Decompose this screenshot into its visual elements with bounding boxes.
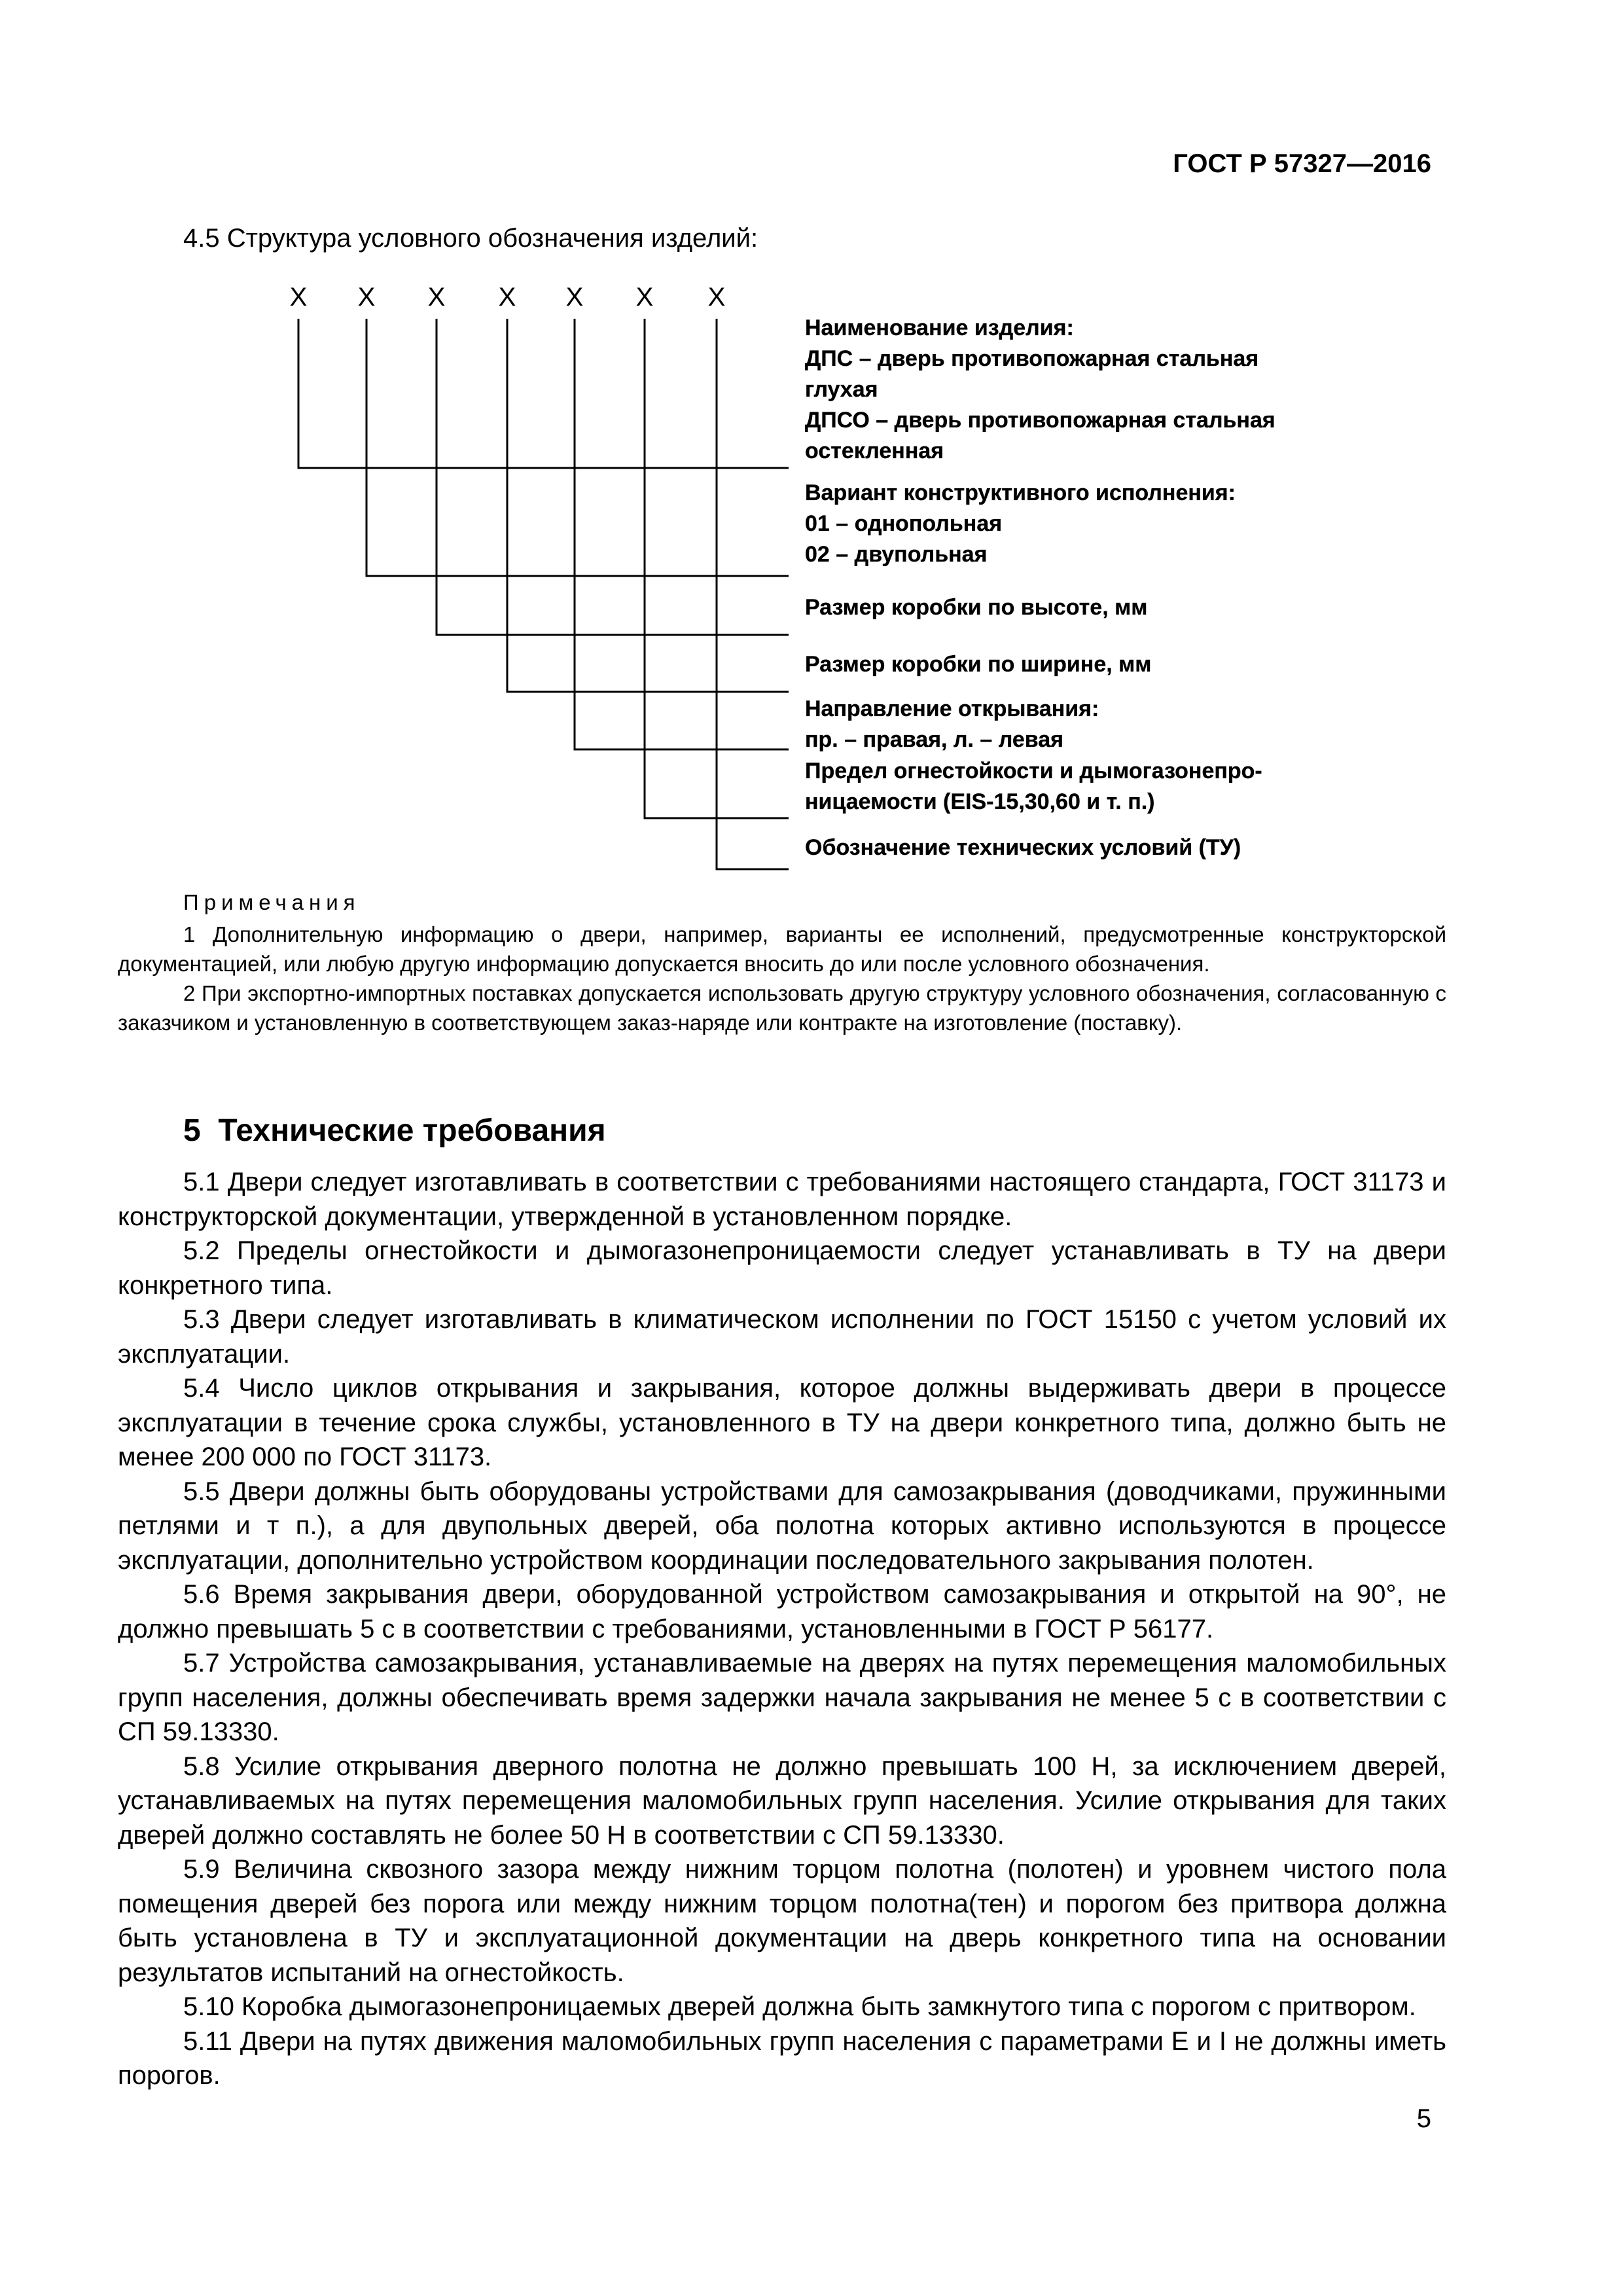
section-heading: 5 Технические требования	[183, 1113, 606, 1148]
paragraph: 5.4 Число циклов открывания и закрывания, которое должны выдерживать двери в процессе эксплуатации в течение срока службы, установленного в ТУ на двери конкретного типа, должно быть не менее 200 000 по ГОСТ 31173.	[118, 1374, 1446, 1471]
label-frame-width: Размер коробки по ширине, мм	[805, 652, 1152, 677]
label-design-variant: Вариант конструктивного исполнения: 01 – однопольная 02 – двупольная	[805, 480, 1236, 567]
x-mark: X	[498, 283, 516, 312]
bracket-line-3	[437, 319, 789, 635]
x-mark: X	[289, 283, 308, 312]
section-body	[118, 1165, 1446, 2093]
paragraph: 5.9 Величина сквозного зазора между нижним торцом полотна (полотен) и уровнем чистого пола помещения дверей без порога или между нижним торцом полотна(тен) и порогом без притвора должна быть установлена в ТУ и эксплуатационной документации на дверь конкретного типа на основании результатов испытаний на огнестойкость.	[118, 1855, 1446, 1987]
bracket-line-7	[717, 319, 789, 869]
document-code: ГОСТ Р 57327—2016	[1173, 149, 1431, 178]
label-product-name: Наименование изделия: ДПС – дверь противопожарная стальная глухая ДПСО – дверь противопожарная стальная остекленная	[805, 315, 1275, 463]
bracket-line-1	[298, 319, 789, 468]
paragraph: 5.5 Двери должны быть оборудованы устройствами для самозакрывания (доводчиками, пружинными петлями и т п.), а для двупольных дверей, оба полотна которых активно используются в процессе эксплуатации, дополнительно устройством координации последовательного закрывания полотен.	[118, 1477, 1446, 1575]
notes-title: Примечания	[183, 890, 361, 914]
paragraph: 5.7 Устройства самозакрывания, устанавливаемые на дверях на путях перемещения маломобильных групп населения, должны обеспечивать время задержки начала закрывания не менее 5 с в соответствии с СП 59.13330.	[118, 1649, 1446, 1746]
label-opening-direction: Направление открывания: пр. – правая, л. – левая	[805, 696, 1099, 752]
paragraph: 5.11 Двери на путях движения маломобильных групп населения с параметрами Е и I не должны иметь порогов.	[118, 2026, 1446, 2090]
label-technical-conditions: Обозначение технических условий (ТУ)	[805, 835, 1241, 860]
paragraph: 5.3 Двери следует изготавливать в климатическом исполнении по ГОСТ 15150 с учетом условий их эксплуатации.	[118, 1305, 1446, 1369]
x-mark: X	[427, 283, 446, 312]
paragraph: 5.2 Пределы огнестойкости и дымогазонепроницаемости следует устанавливать в ТУ на двери конкретного типа.	[118, 1236, 1446, 1300]
notes-list	[118, 920, 1446, 1037]
x-mark: X	[707, 283, 726, 312]
label-fire-resistance: Предел огнестойкости и дымогазонепро- ницаемости (EIS-15,30,60 и т. п.)	[805, 759, 1262, 814]
page-number: 5	[1416, 2104, 1431, 2133]
note-item: 1 Дополнительную информацию о двери, например, варианты ее исполнений, предусмотренные конструкторской документацией, или любую другую информацию допускается вносить до или после условного обозначения.	[118, 922, 1446, 976]
designation-structure-heading: 4.5 Структура условного обозначения изделий:	[183, 224, 758, 253]
paragraph: 5.10 Коробка дымогазонепроницаемых дверей должна быть замкнутого типа с порогом с притвором.	[183, 1992, 1416, 2021]
paragraph: 5.8 Усилие открывания дверного полотна не должно превышать 100 Н, за исключением дверей, устанавливаемых на путях перемещения маломобильных групп населения. Усилие открывания для таких дверей должно составлять не более 50 Н в соответствии с СП 59.13330.	[118, 1751, 1446, 1850]
note-item: 2 При экспортно-импортных поставках допускается использовать другую структуру условного обозначения, согласованную с заказчиком и установленную в соответствующем заказ-наряде или контракте на изготовление (поставку).	[118, 981, 1446, 1035]
paragraph: 5.6 Время закрывания двери, оборудованной устройством самозакрывания и открытой на 90°, не должно превышать 5 с в соответствии с требованиями, установленными в ГОСТ Р 56177.	[118, 1580, 1446, 1643]
bracket-line-5	[575, 319, 789, 749]
label-frame-height: Размер коробки по высоте, мм	[805, 595, 1148, 620]
paragraph: 5.1 Двери следует изготавливать в соответствии с требованиями настоящего стандарта, ГОСТ 31173 и конструкторской документации, утвержденной в установленном порядке.	[118, 1168, 1446, 1231]
bracket-line-2	[366, 319, 789, 576]
x-mark: X	[357, 283, 376, 312]
x-mark: X	[565, 283, 584, 312]
x-mark: X	[635, 283, 654, 312]
